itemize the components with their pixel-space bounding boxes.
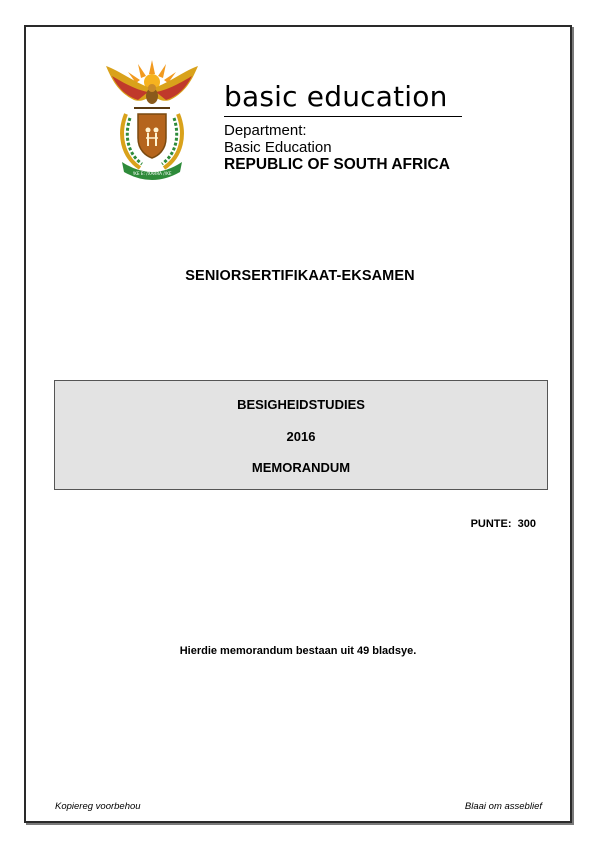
exam-title: SENIORSERTIFIKAAT-EKSAMEN (185, 268, 415, 284)
motto-text: !KE E: /XARRA //KE (132, 171, 172, 176)
department-name: Basic Education (224, 139, 332, 156)
total-marks: PUNTE: 300 (470, 518, 536, 530)
brand-title: basic education (224, 80, 462, 117)
exam-year: 2016 (286, 429, 316, 444)
footer-copyright: Kopiereg voorbehou (55, 801, 141, 812)
footer-turn-page: Blaai om asseblief (464, 801, 542, 812)
subject-name: BESIGHEIDSTUDIES (237, 397, 365, 412)
page-count-note: Hierdie memorandum bestaan uit 49 bladsye. (179, 645, 417, 657)
coat-of-arms-icon (104, 58, 200, 180)
country-name: REPUBLIC OF SOUTH AFRICA (224, 156, 450, 173)
subject-box (54, 380, 548, 490)
department-label: Department: (224, 122, 307, 139)
department-block (224, 80, 469, 174)
document-type: MEMORANDUM (251, 460, 351, 475)
